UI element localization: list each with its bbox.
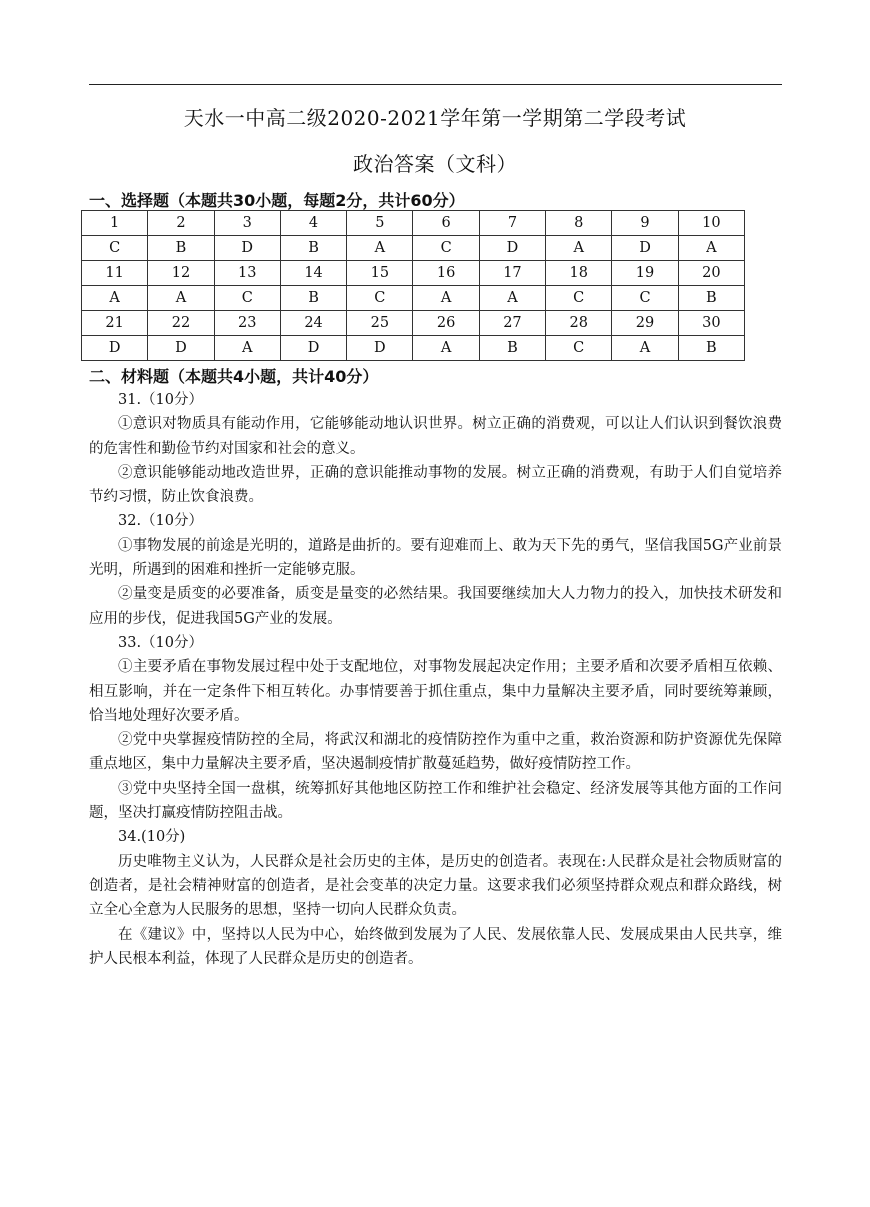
answer-cell: A [612,336,678,361]
answer-cell: C [546,286,612,311]
question-number-cell: 3 [214,211,280,236]
answer-cell: A [413,286,479,311]
answer-cell: C [546,336,612,361]
question-number-cell: 16 [413,261,479,286]
answer-paragraph: 历史唯物主义认为，人民群众是社会历史的主体，是历史的创造者。表现在:人民群众是社会物质财富的创造者，是社会精神财富的创造者，是社会变革的决定力量。这要求我们必须坚持群众观点和群众路线，树立全心全意为人民服务的思想，坚持一切向人民群众负责。 [89,853,782,919]
answer-cell: A [347,236,413,261]
answer-cell: A [214,336,280,361]
answer-cell: C [82,236,148,261]
question-number-cell: 14 [280,261,346,286]
answer-row [82,211,745,236]
question-number-cell: 18 [546,261,612,286]
answer-row [82,261,745,286]
answer-cell: A [413,336,479,361]
answer-cell: D [82,336,148,361]
answer-row [82,236,745,261]
question-number: 34.(10分) [118,829,186,846]
answer-cell: D [148,336,214,361]
answer-paragraph: ③党中央坚持全国一盘棋，统筹抓好其他地区防控工作和维护社会稳定、经济发展等其他方面的工作问题，坚决打赢疫情防控阻击战。 [89,780,782,822]
question-number-cell: 12 [148,261,214,286]
question-number-cell: 13 [214,261,280,286]
question-number-cell: 25 [347,311,413,336]
question-number-cell: 22 [148,311,214,336]
answer-cell: B [280,286,346,311]
question-number-cell: 15 [347,261,413,286]
answer-cell: D [214,236,280,261]
answer-row [82,336,745,361]
question-number-cell: 21 [82,311,148,336]
answer-cell: B [280,236,346,261]
answer-cell: B [678,336,744,361]
question-number-cell: 1 [82,211,148,236]
answer-cell: B [678,286,744,311]
answer-cell: A [546,236,612,261]
answer-cell: C [413,236,479,261]
document-subtitle: 政治答案（文科） [353,152,517,176]
section-heading-material: 二、材料题（本题共4小题，共计40分） [89,367,379,386]
answer-cell: C [612,286,678,311]
answer-cell: D [479,236,545,261]
answer-cell: A [148,286,214,311]
question-number-cell: 10 [678,211,744,236]
answer-cell: A [479,286,545,311]
answer-cell: D [280,336,346,361]
answer-paragraph: ①意识对物质具有能动作用，它能够能动地认识世界。树立正确的消费观，可以让人们认识到餐饮浪费的危害性和勤俭节约对国家和社会的意义。 [89,416,782,457]
question-number: 32.（10分） [118,513,204,530]
question-number-cell: 24 [280,311,346,336]
answer-cell: C [214,286,280,311]
question-number-cell: 5 [347,211,413,236]
question-number-cell: 6 [413,211,479,236]
question-number-cell: 7 [479,211,545,236]
answer-paragraph: ①事物发展的前途是光明的，道路是曲折的。要有迎难而上、敢为天下先的勇气，坚信我国5G产业前景光明，所遇到的困难和挫折一定能够克服。 [89,537,782,579]
answer-row [82,311,745,336]
answer-paragraph: 在《建议》中，坚持以人民为中心，始终做到发展为了人民、发展依靠人民、发展成果由人民共享，维护人民根本利益，体现了人民群众是历史的创造者。 [89,926,782,967]
question-number-cell: 19 [612,261,678,286]
answer-table [81,210,745,361]
answer-row [82,286,745,311]
section-heading-choice: 一、选择题（本题共30小题，每题2分，共计60分） [89,191,465,210]
answer-cell: D [612,236,678,261]
answer-cell: A [82,286,148,311]
answer-cell: C [347,286,413,311]
question-number-cell: 28 [546,311,612,336]
answer-paragraph: ②意识能够能动地改造世界，正确的意识能推动事物的发展。树立正确的消费观，有助于人们自觉培养节约习惯，防止饮食浪费。 [89,464,782,506]
document-title: 天水一中高二级2020-2021学年第一学期第二学段考试 [183,106,687,130]
question-number-cell: 2 [148,211,214,236]
header-rule [89,84,782,85]
answer-paragraph: ①主要矛盾在事物发展过程中处于支配地位，对事物发展起决定作用；主要矛盾和次要矛盾相互依赖、相互影响，并在一定条件下相互转化。办事情要善于抓住重点，集中力量解决主要矛盾，同时要统筹兼顾，恰当地处理好次要矛盾。 [89,659,782,724]
question-number-cell: 29 [612,311,678,336]
question-number-cell: 23 [214,311,280,336]
question-number-cell: 11 [82,261,148,286]
answer-cell: B [479,336,545,361]
question-number-cell: 4 [280,211,346,236]
material-answers [89,388,782,971]
question-number: 31.（10分） [118,392,204,408]
question-number-cell: 20 [678,261,744,286]
answer-paragraph: ②量变是质变的必要准备，质变是量变的必然结果。我国要继续加大人力物力的投入，加快技术研发和应用的步伐，促进我国5G产业的发展。 [89,586,782,627]
answer-cell: B [148,236,214,261]
answer-paragraph: ②党中央掌握疫情防控的全局，将武汉和湖北的疫情防控作为重中之重，救治资源和防护资源优先保障重点地区，集中力量解决主要矛盾，坚决遏制疫情扩散蔓延趋势，做好疫情防控工作。 [89,732,782,773]
answer-cell: D [347,336,413,361]
answer-cell: A [678,236,744,261]
question-number-cell: 9 [612,211,678,236]
question-number-cell: 27 [479,311,545,336]
question-number-cell: 26 [413,311,479,336]
question-number: 33.（10分） [118,634,204,651]
question-number-cell: 17 [479,261,545,286]
question-number-cell: 8 [546,211,612,236]
question-number-cell: 30 [678,311,744,336]
